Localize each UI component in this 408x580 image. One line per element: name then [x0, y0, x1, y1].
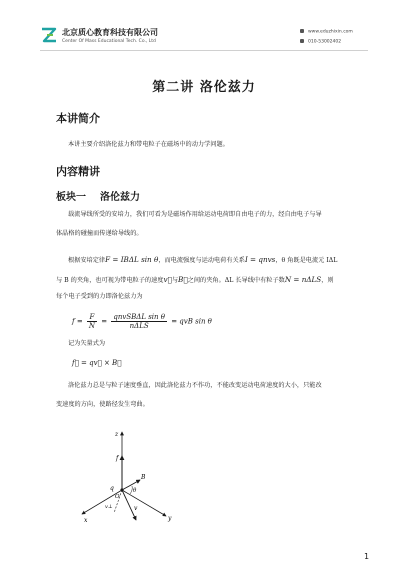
label-v: v	[134, 505, 138, 512]
block-label: 板块一	[56, 192, 86, 203]
vector-formula	[72, 359, 121, 367]
label-theta: θ	[133, 488, 137, 494]
charge-point	[120, 488, 123, 491]
fraction-f-over-n	[87, 313, 97, 330]
paragraph-2-line-1	[56, 253, 382, 267]
denominator: nΔLS	[129, 322, 149, 330]
numerator: F	[87, 313, 97, 322]
intro-heading: 本讲简介	[56, 112, 100, 125]
label-f: f	[116, 455, 119, 462]
website-contact	[300, 29, 353, 35]
header-divider	[40, 50, 368, 51]
text-segment: ，则	[321, 277, 334, 284]
label-o: O	[115, 494, 120, 500]
text-segment: ，而电流强度与运动电荷有关系	[158, 257, 245, 264]
label-z: z	[115, 431, 119, 438]
phone-contact	[300, 39, 341, 45]
vector-intro: 记为矢量式为	[68, 340, 106, 347]
formula-part: f =	[72, 317, 83, 326]
paragraph-2-line-3: 每个电子受到的力即洛伦兹力为	[56, 293, 143, 300]
label-y: y	[168, 515, 172, 522]
label-q: q	[110, 485, 114, 492]
velocity-symbol: v⃗	[163, 275, 172, 284]
lecture-title: 第二讲 洛伦兹力	[152, 80, 256, 95]
block-title: 洛伦兹力	[100, 192, 140, 203]
fraction-expanded	[111, 313, 167, 330]
paragraph-3-line-2: 变速度的方向，使路径发生弯曲。	[56, 401, 149, 408]
label-B: B	[141, 474, 146, 481]
page-number: 1	[364, 552, 370, 561]
text-segment: 根据安培定律	[68, 257, 106, 264]
paragraph-3-line-1: 洛伦兹力总是与粒子速度垂直，因此洛伦兹力不作功，不能改变运动电荷速度的大小，只能改	[68, 382, 322, 389]
lorentz-force-formula	[72, 313, 212, 330]
phone-icon	[300, 39, 304, 43]
company-logo-icon	[40, 26, 58, 44]
paragraph-1-line-1: 载流导线所受的安培力，我们可看为是磁场作用给运动电荷即自由电子的力，经自由电子与导	[68, 211, 322, 218]
field-symbol: B⃗	[178, 275, 188, 284]
globe-icon	[300, 29, 304, 33]
formula-part: = qvB sin θ	[171, 317, 212, 326]
particle-count-formula: N = nΔLS	[284, 275, 322, 284]
intro-text: 本讲主要介绍洛伦兹力和带电粒子在磁场中的动力学问题。	[68, 141, 229, 148]
y-axis	[122, 490, 166, 516]
vector-formula-text: f⃗ = qv⃗ × B⃗	[72, 359, 122, 367]
theta-arc	[130, 486, 132, 494]
label-v-perp: v⊥	[105, 504, 113, 510]
paragraph-2-line-2	[56, 273, 370, 287]
ampere-formula: F = IBΔL sin θ	[105, 255, 159, 264]
current-formula: I = qnvs	[244, 255, 276, 264]
company-name-cn: 北京质心教育科技有限公司	[62, 28, 158, 37]
block-heading	[56, 188, 140, 203]
text-segment: ，θ 角既是电流元 IΔL	[275, 257, 338, 264]
paragraph-1-line-2: 体晶格的碰撞而传递给导线的。	[56, 230, 143, 237]
denominator: N	[88, 322, 96, 330]
text-segment: 与 B 的夹角，也可视为带电粒子的速度	[56, 277, 164, 284]
text-segment: 与	[171, 277, 179, 284]
formula-part: =	[101, 317, 108, 326]
lorentz-force-diagram	[84, 428, 200, 528]
phone-text: 010-53002402	[308, 39, 342, 45]
company-name-en: Center Of Mass Educational Tech. Co., Ltd	[62, 39, 156, 44]
website-text[interactable]: www.eduzhixin.com	[308, 29, 353, 35]
numerator: qnvSBΔL sin θ	[113, 313, 165, 321]
field-vector	[122, 480, 140, 490]
label-x: x	[84, 517, 88, 524]
text-segment: 之间的夹角。ΔL 长导线中有粒子数	[187, 277, 285, 284]
content-heading: 内容精讲	[56, 165, 100, 178]
page-header	[0, 0, 408, 60]
